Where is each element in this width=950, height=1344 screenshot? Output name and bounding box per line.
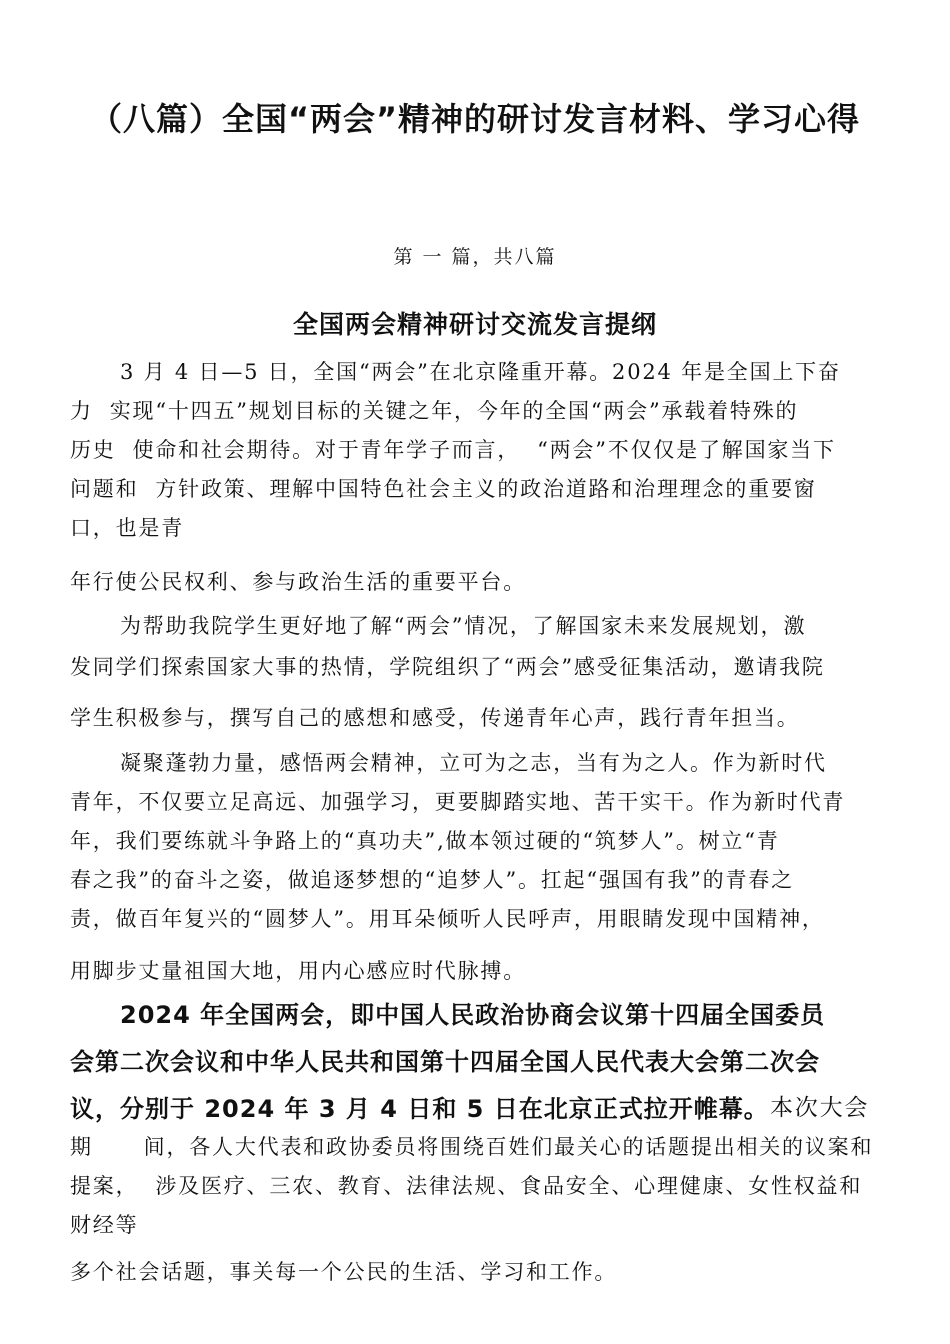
paragraph-line: 用脚步丈量祖国大地，用内心感应时代脉搏。	[70, 959, 526, 983]
paragraph-line: 学生积极参与，撰写自己的感想和感受，传递青年心声，践行青年担当。	[70, 706, 800, 730]
paragraph-line: 年，我们要练就斗争路上的“真功夫”,做本领过硬的“筑梦人”。树立“青	[70, 829, 780, 853]
paragraph-line: 提案， 涉及医疗、三农、教育、法律法规、食品安全、心理健康、女性权益和	[70, 1174, 863, 1198]
paragraph-line: 问题和 方针政策、理解中国特色社会主义的政治道路和治理理念的重要窗	[70, 477, 817, 501]
paragraph-line: 多个社会话题，事关每一个公民的生活、学习和工作。	[70, 1260, 618, 1284]
paragraph-line: 年行使公民权利、参与政治生活的重要平台。	[70, 570, 526, 594]
paragraph-line: 口，也是青	[70, 516, 184, 540]
paragraph-line: 青年，不仅要立足高远、加强学习，更要脚踏实地、苦干实干。作为新时代青	[70, 790, 846, 814]
bold-paragraph-line: 会第二次会议和中华人民共和国第十四届全国人民代表大会第二次会	[70, 1048, 820, 1076]
paragraph-line: 凝聚蓬勃力量，感悟两会精神，立可为之志，当有为之人。作为新时代	[120, 751, 827, 775]
paragraph-line: 春之我”的奋斗之姿，做追逐梦想的“追梦人”。扛起“强国有我”的青春之	[70, 868, 794, 892]
paragraph-line: 发同学们探索国家大事的热情，学院组织了“两会”感受征集活动，邀请我院	[70, 655, 825, 679]
paragraph-line: 责，做百年复兴的“圆梦人”。用耳朵倾听人民呼声，用眼睛发现中国精神，	[70, 907, 825, 931]
document-title: （八篇）全国“两会”精神的研讨发言材料、学习心得	[89, 100, 861, 138]
paragraph-line: 力 实现“十四五”规划目标的关键之年，今年的全国“两会”承载着特殊的	[70, 399, 799, 423]
paragraph-tail: 本次大会	[770, 1095, 870, 1121]
paragraph-line: 期 间，各人大代表和政协委员将围绕百姓们最关心的话题提出相关的议案和	[70, 1135, 874, 1159]
bold-paragraph-line: 2024 年全国两会，即中国人民政治协商会议第十四届全国委员	[120, 1001, 826, 1029]
paragraph-line: 3 月 4 日—5 日，全国“两会”在北京隆重开幕。2024 年是全国上下奋	[120, 360, 841, 384]
bold-paragraph-line: 议，分别于 2024 年 3 月 4 日和 5 日在北京正式拉开帷幕。	[70, 1095, 769, 1123]
paragraph-line: 历史 使命和社会期待。对于青年学子而言， “两会”不仅仅是了解国家当下	[70, 438, 836, 462]
paragraph-line: 财经等	[70, 1213, 139, 1237]
section-number: 第 一 篇，共八篇	[393, 246, 557, 268]
paragraph-line: 为帮助我院学生更好地了解“两会”情况，了解国家未来发展规划，激	[120, 614, 807, 638]
section-title: 全国两会精神研讨交流发言提纲	[292, 310, 657, 339]
